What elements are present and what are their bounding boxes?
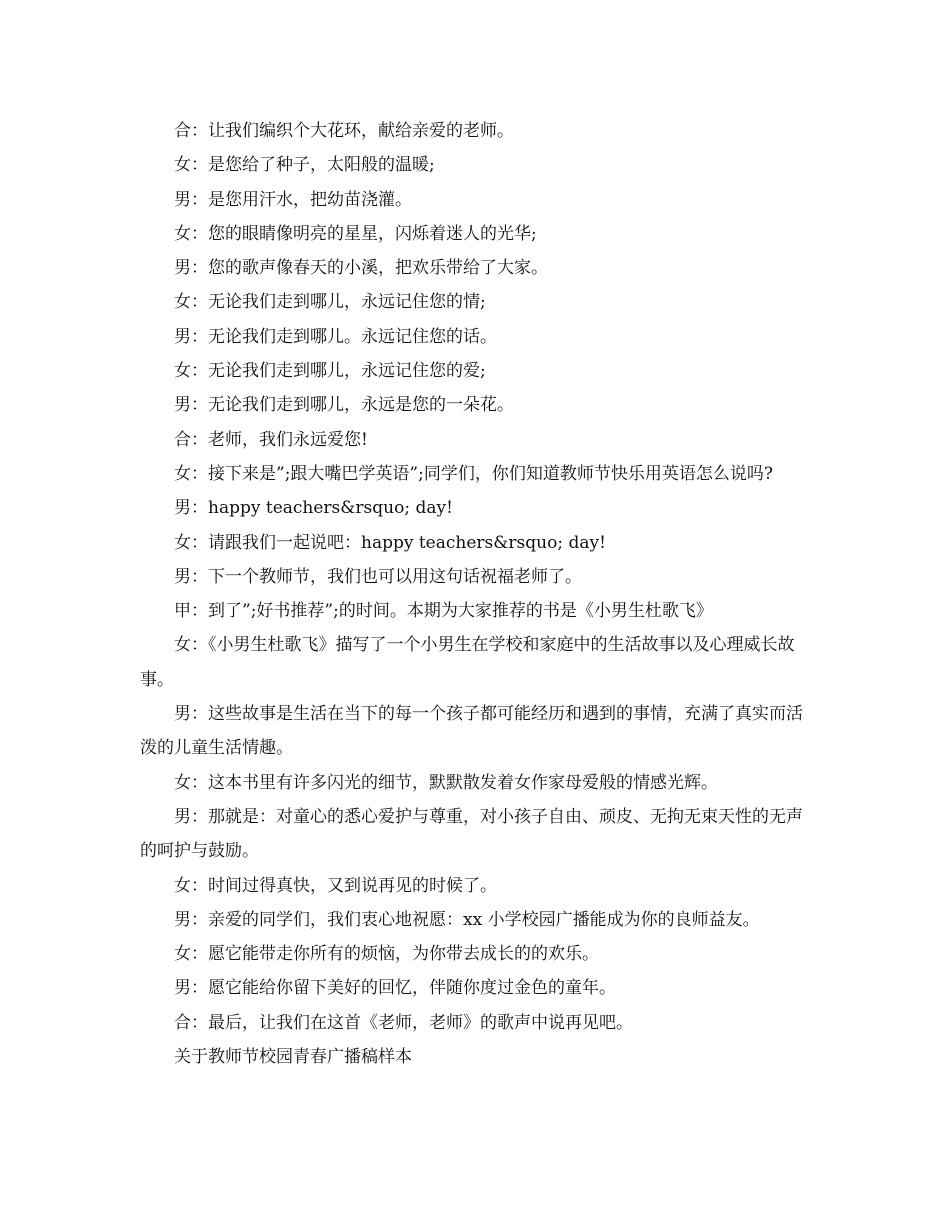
paragraph: 男：愿它能给你留下美好的回忆，伴随你度过金色的童年。 — [174, 978, 616, 999]
paragraph: 女：愿它能带走你所有的烦恼，为你带去成长的的欢乐。 — [174, 944, 599, 965]
paragraph: 男：这些故事是生活在当下的每一个孩子都可能经历和遇到的事情，充满了真实而活泼的儿童生活情趣。 — [140, 704, 803, 759]
paragraph: 女：无论我们走到哪儿，永远记住您的情; — [174, 292, 486, 313]
paragraph: 女：《小男生杜歌飞》描写了一个小男生在学校和家庭中的生活故事以及心理威长故事。 — [140, 635, 795, 690]
paragraph: 女：您的眼睛像明亮的星星，闪烁着迷人的光华; — [174, 223, 537, 244]
paragraph: 女：接下来是”;跟大嘴巴学英语”;同学们，你们知道教师节快乐用英语怎么说吗? — [174, 463, 773, 484]
paragraph: 女：请跟我们一起说吧：happy teachers&rsquo; day! — [174, 532, 606, 553]
paragraph: 男：您的歌声像春天的小溪，把欢乐带给了大家。 — [174, 258, 548, 279]
document-body — [140, 114, 816, 1074]
paragraph: 男：那就是：对童心的悉心爱护与尊重，对小孩子自由、顽皮、无拘无束天性的无声的呵护与鼓励。 — [140, 806, 803, 862]
paragraph: 男：亲爱的同学们，我们衷心地祝愿：xx 小学校园广播能成为你的良师益友。 — [174, 909, 760, 930]
paragraph: 女：是您给了种子，太阳般的温暖; — [174, 155, 435, 176]
paragraph: 甲：到了”;好书推荐”;的时间。本期为大家推荐的书是《小男生杜歌飞》 — [174, 601, 713, 622]
paragraph: 男：下一个教师节，我们也可以用这句话祝福老师了。 — [174, 566, 582, 587]
paragraph: 男：无论我们走到哪儿，永远是您的一朵花。 — [174, 395, 514, 416]
paragraph: 男：happy teachers&rsquo; day! — [174, 498, 453, 519]
paragraph: 女：时间过得真快，又到说再见的时候了。 — [174, 875, 497, 896]
paragraph: 男：无论我们走到哪儿。永远记住您的话。 — [174, 326, 497, 347]
document-footer-title: 关于教师节校园青春广播稿样本 — [174, 1047, 412, 1068]
paragraph: 女：无论我们走到哪儿，永远记住您的爱; — [174, 361, 486, 382]
paragraph: 女：这本书里有许多闪光的细节，默默散发着女作家母爱般的情感光辉。 — [174, 772, 718, 793]
paragraph: 男：是您用汗水，把幼苗浇灌。 — [174, 189, 412, 210]
paragraph: 合：老师，我们永远爱您! — [174, 429, 368, 450]
paragraph: 合：让我们编织个大花环，献给亲爱的老师。 — [174, 121, 514, 141]
paragraph: 合：最后，让我们在这首《老师，老师》的歌声中说再见吧。 — [174, 1012, 633, 1033]
